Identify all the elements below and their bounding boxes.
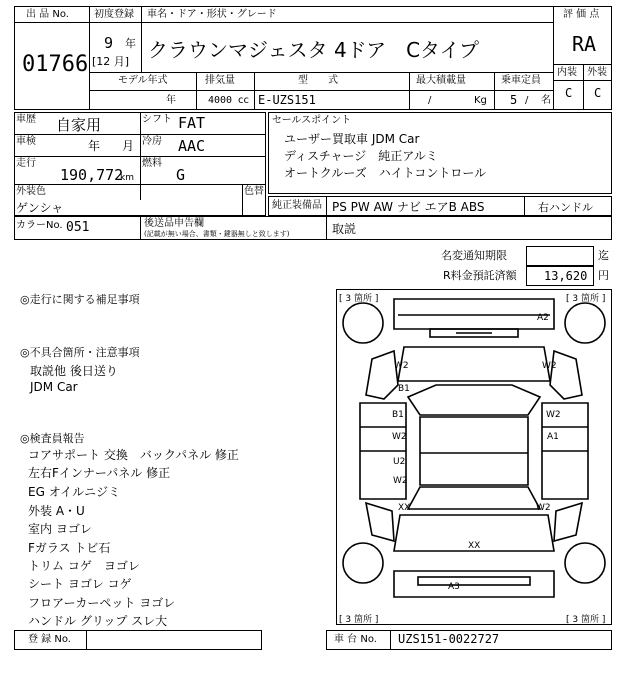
- car-diagram: [336, 289, 612, 625]
- recycle-label: R料金預託済額: [443, 269, 517, 282]
- sales-point-2: ディスチャージ 純正アルミ: [284, 149, 438, 163]
- exterior-label: 外装: [587, 67, 607, 78]
- recycle-value: 13,620: [544, 269, 588, 283]
- equipment-value: PS PW AW ナビ エアB ABS: [332, 200, 485, 214]
- divider: [89, 72, 553, 73]
- inspector-item: Fガラス トビ石: [28, 541, 111, 555]
- corner-count-tl: [ 3 箇所 ]: [339, 294, 379, 304]
- damage-mark: W2: [536, 503, 551, 513]
- divider: [140, 216, 141, 240]
- divider: [254, 72, 255, 110]
- inspector-item: シート ヨゴレ コゲ: [28, 577, 132, 591]
- divider: [242, 184, 243, 216]
- rating-value: RA: [572, 32, 597, 56]
- inspector-report-label: ◎検査員報告: [20, 432, 85, 445]
- damage-mark: U2: [393, 457, 406, 467]
- shift-label: シフト: [142, 114, 172, 125]
- color-label: 外装色: [16, 186, 46, 197]
- damage-mark: W2: [392, 432, 407, 442]
- inspector-item: コアサポート 交換 バックパネル 修正: [28, 448, 239, 462]
- chassis-label: 車 台 No.: [334, 634, 377, 645]
- capacity-value: 5: [510, 93, 518, 107]
- divider: [141, 6, 142, 72]
- hood: [398, 347, 550, 381]
- damage-mark: A1: [547, 432, 559, 442]
- capacity-slash: /: [525, 95, 529, 106]
- defect-notes-label: ◎不具合箇所・注意事項: [20, 346, 140, 359]
- divider: [14, 134, 266, 135]
- divider: [409, 72, 410, 110]
- lot-label: 出 品 No.: [26, 9, 69, 20]
- divider: [390, 630, 391, 650]
- wheel-front-left: [343, 303, 383, 343]
- notice-box: [526, 246, 594, 266]
- model-type: E-UZS151: [258, 93, 316, 107]
- year-unit: 年: [125, 37, 136, 50]
- divider: [86, 630, 87, 650]
- right-rear-fender: [554, 503, 582, 541]
- inspection-label: 車検: [16, 136, 36, 147]
- damage-mark: XX: [398, 503, 411, 513]
- inspection-month-unit: 月: [122, 139, 135, 153]
- ac-value: AAC: [178, 137, 206, 155]
- car-name-label: 車名・ドア・形状・グレード: [147, 9, 277, 20]
- displacement-unit: cc: [238, 95, 249, 106]
- displacement-value: 4000: [208, 95, 233, 106]
- capacity-label: 乗車定員: [501, 75, 541, 86]
- divider: [89, 22, 553, 23]
- corner-count-tr: [ 3 箇所 ]: [566, 294, 606, 304]
- aftermarket-note: (記載が無い場合、書類・鍵器無しと致します): [144, 230, 290, 238]
- driving-notes-label: ◎走行に関する補足事項: [20, 293, 140, 306]
- divider: [14, 184, 266, 185]
- damage-mark: W2: [393, 476, 408, 486]
- damage-mark: W2: [394, 361, 409, 371]
- equipment-label: 純正装備品: [272, 200, 322, 211]
- damage-mark: B1: [398, 384, 410, 394]
- model-year-label: モデル年式: [118, 75, 168, 86]
- inspector-item: ハンドル グリップ スレ大: [28, 614, 168, 628]
- exterior-grade: C: [594, 86, 602, 100]
- color-change-label: 色替: [244, 186, 264, 197]
- damage-mark: W2: [542, 361, 557, 371]
- inspector-item: フロアーカーペット ヨゴレ: [28, 596, 176, 610]
- notice-label: 名変通知期限: [441, 249, 507, 262]
- divider: [524, 196, 525, 216]
- aftermarket-frame: [14, 216, 612, 240]
- left-rear-fender: [366, 503, 394, 541]
- car-name: クラウンマジェスタ 4ドア Cタイプ: [148, 38, 480, 62]
- divider: [196, 72, 197, 110]
- aftermarket-value: 取説: [332, 222, 357, 236]
- defect-item: JDM Car: [30, 380, 78, 394]
- right-front-fender: [550, 351, 582, 399]
- wheel-front-right: [565, 303, 605, 343]
- mileage-value: 190,772: [60, 166, 124, 184]
- divider: [583, 64, 584, 110]
- rating-label: 評 価 点: [563, 9, 600, 20]
- aftermarket-label: 後送品申告欄: [144, 218, 204, 229]
- mileage-unit: km: [120, 173, 134, 183]
- capacity-unit: 名: [541, 95, 551, 106]
- inspector-item: 外装 A・U: [28, 504, 85, 518]
- divider: [553, 6, 554, 110]
- divider: [14, 22, 89, 23]
- interior-label: 内装: [557, 67, 577, 78]
- corner-count-bl: [ 3 箇所 ]: [339, 615, 379, 625]
- fuel-value: G: [176, 166, 186, 184]
- recycle-unit: 円: [598, 269, 609, 282]
- damage-mark: B1: [392, 410, 404, 420]
- max-load-unit: Kg: [474, 95, 487, 106]
- model-year-unit: 年: [166, 95, 176, 106]
- steering-value: 右ハンドル: [538, 201, 593, 214]
- color-no-label: カラーNo.: [16, 220, 63, 231]
- displacement-label: 排気量: [205, 75, 235, 86]
- fuel-label: 燃料: [142, 158, 162, 169]
- interior-grade: C: [565, 86, 573, 100]
- color-value: ゲンシャ: [16, 201, 64, 215]
- wheel-rear-left: [343, 543, 383, 583]
- sales-point-label: セールスポイント: [272, 115, 352, 126]
- rear-window: [408, 487, 540, 509]
- roof: [420, 417, 528, 485]
- inspector-item: 左右Fインナーパネル 修正: [28, 466, 171, 480]
- corner-count-br: [ 3 箇所 ]: [566, 615, 606, 625]
- max-load-label: 最大積載量: [416, 75, 466, 86]
- type-label: 型 式: [298, 75, 338, 86]
- reg-no-label: 登 録 No.: [28, 634, 71, 645]
- inspection-year-unit: 年: [88, 139, 101, 153]
- divider: [14, 156, 266, 157]
- mileage-label: 走行: [16, 158, 36, 169]
- first-reg-month: [12 月]: [92, 55, 130, 68]
- divider: [553, 80, 612, 81]
- ac-label: 冷房: [142, 136, 162, 147]
- max-load-value: /: [428, 95, 432, 106]
- damage-mark: XX: [468, 541, 481, 551]
- usage-value: 自家用: [56, 116, 102, 134]
- chassis-value: UZS151-0022727: [398, 632, 500, 646]
- inspector-item: トリム コゲ ヨゴレ: [28, 559, 140, 573]
- left-front-fender: [366, 351, 398, 399]
- notice-unit: 迄: [598, 249, 609, 262]
- divider: [494, 72, 495, 110]
- sales-point-1: ユーザー買取車 JDM Car: [284, 132, 420, 146]
- front-bumper-outline: [394, 299, 554, 329]
- first-reg-label: 初度登録: [94, 9, 134, 20]
- color-no-value: 051: [66, 220, 90, 235]
- usage-label: 車歴: [16, 114, 36, 125]
- rear-panel: [418, 577, 530, 585]
- damage-mark: A3: [448, 582, 460, 592]
- wheel-rear-right: [565, 543, 605, 583]
- inspector-item: 室内 ヨゴレ: [28, 522, 92, 536]
- windshield: [408, 385, 540, 415]
- damage-mark: W2: [546, 410, 561, 420]
- shift-value: FAT: [178, 114, 206, 132]
- first-reg-year: 9: [104, 34, 114, 52]
- defect-item: 取説他 後日送り: [30, 364, 118, 378]
- sales-point-3: オートクルーズ ハイトコントロール: [284, 166, 487, 180]
- lot-number: 01766: [22, 52, 89, 77]
- inspector-item: EG オイルニジミ: [28, 485, 121, 499]
- damage-mark: A2: [537, 313, 549, 323]
- divider: [89, 90, 553, 91]
